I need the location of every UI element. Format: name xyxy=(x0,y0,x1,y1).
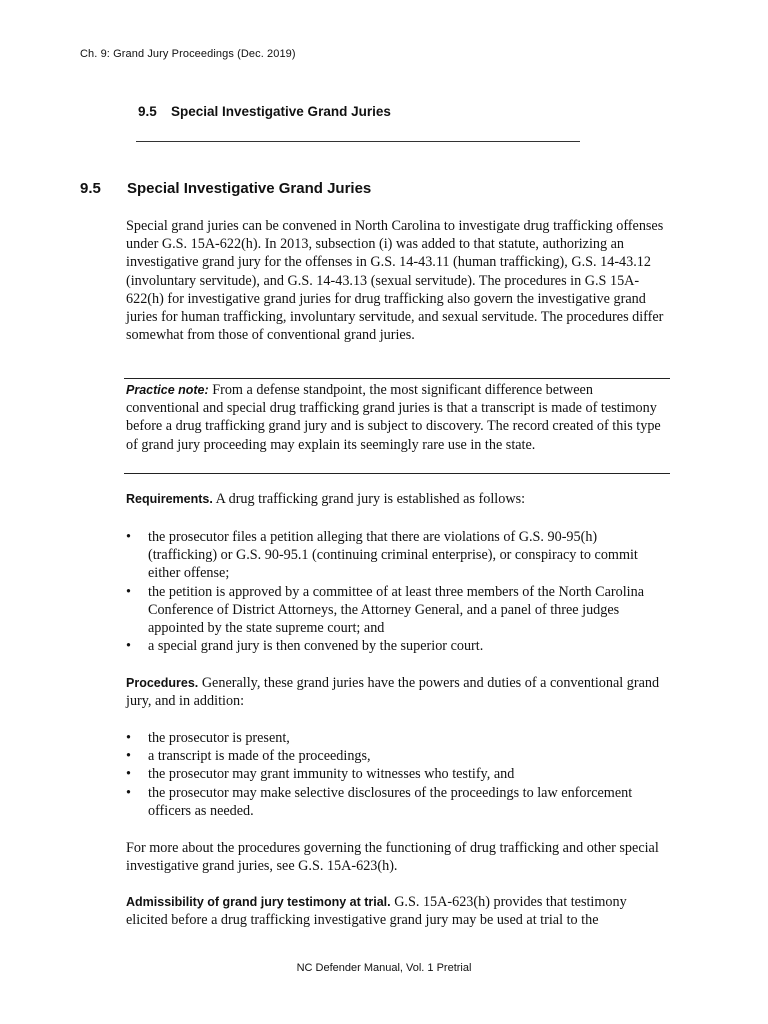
procedures-list xyxy=(126,729,666,820)
list-item xyxy=(126,528,666,583)
section-title: Special Investigative Grand Juries xyxy=(127,180,372,197)
list-item xyxy=(126,583,666,638)
bullet-icon: • xyxy=(126,638,131,655)
bullet-icon: • xyxy=(126,766,131,783)
list-item xyxy=(126,637,666,655)
list-item-text: the petition is approved by a committee of at least three members of the North Carolina Conference of District Attorneys, the Attorney General, and a panel of three judges appointed by the state supreme court; and xyxy=(148,583,645,637)
practice-note-text: From a defense standpoint, the most significant difference between conventional and special drug trafficking grand juries is that a transcript is made of testimony before a drug trafficking grand jury and is subject to discovery. The record created of this type of grand jury proceeding may explain its seemingly rare use in the state. xyxy=(126,382,661,453)
procedures-paragraph xyxy=(126,674,666,710)
list-item-text: the prosecutor may make selective disclosures of the proceedings to law enforcement officers as needed. xyxy=(148,784,633,819)
toc-entry-number: 9.5 xyxy=(138,104,157,119)
practice-note-label: Practice note: xyxy=(126,383,209,397)
toc-divider xyxy=(136,141,580,142)
admissibility-text: G.S. 15A-623(h) provides that testimony elicited before a drug trafficking investigative grand jury may be used at trial to the xyxy=(126,894,627,929)
list-item-text: the prosecutor files a petition alleging that there are violations of G.S. 90-95(h) (trafficking) or G.S. 90-95.1 (continuing criminal enterprise), or conspiracy to commit either offense; xyxy=(148,529,638,582)
toc-entry-title: Special Investigative Grand Juries xyxy=(171,104,391,119)
list-item-text: a transcript is made of the proceedings, xyxy=(148,748,371,765)
practice-note-box xyxy=(124,378,670,474)
list-item xyxy=(126,784,666,820)
procedures-text: Generally, these grand juries have the powers and duties of a conventional grand jury, and in addition: xyxy=(126,675,660,710)
list-item-text: a special grand jury is then convened by the superior court. xyxy=(148,638,484,655)
intro-paragraph xyxy=(126,217,666,344)
bullet-icon: • xyxy=(126,748,131,765)
page-footer: NC Defender Manual, Vol. 1 Pretrial xyxy=(296,962,472,974)
procedures-label: Procedures. xyxy=(126,676,199,690)
intro-text: Special grand juries can be convened in North Carolina to investigate drug trafficking offenses under G.S. 15A-622(h). In 2013, subsection (i) was added to that statute, authorizing an investigative grand jury for the offenses in G.S. 14-43.11 (human trafficking), G.S. 14-43.12 (involuntary servitude), and G.S. 14-43.13 (sexual servitude). The procedures in G.S 15A-622(h) for investigative grand juries for drug trafficking also govern the investigative grand juries for human trafficking, involuntary servitude, and sexual servitude. The procedures differ somewhat from those of conventional grand juries. xyxy=(126,218,664,344)
bullet-icon: • xyxy=(126,730,131,746)
list-item-text: the prosecutor may grant immunity to witnesses who testify, and xyxy=(148,766,515,783)
list-item xyxy=(126,747,666,765)
bullet-icon: • xyxy=(126,529,131,545)
section-number: 9.5 xyxy=(80,180,101,197)
list-item xyxy=(126,765,666,783)
practice-note-paragraph xyxy=(126,381,666,454)
for-more-text: For more about the procedures governing the functioning of drug trafficking and other special investigative grand juries, see G.S. 15A-623(h). xyxy=(126,840,659,875)
list-item xyxy=(126,729,666,747)
admissibility-label: Admissibility of grand jury testimony at trial. xyxy=(126,895,391,909)
requirements-list xyxy=(126,528,666,655)
requirements-label: Requirements. xyxy=(126,492,213,506)
admissibility-paragraph xyxy=(126,893,666,929)
bullet-icon: • xyxy=(126,583,131,600)
bullet-icon: • xyxy=(126,784,131,801)
section-heading xyxy=(80,180,371,197)
requirements-text: A drug trafficking grand jury is established as follows: xyxy=(212,491,526,507)
list-item-text: the prosecutor is present, xyxy=(148,730,290,746)
toc-entry xyxy=(138,104,391,119)
running-header: Ch. 9: Grand Jury Proceedings (Dec. 2019) xyxy=(80,48,296,60)
for-more-paragraph xyxy=(126,839,666,875)
requirements-paragraph xyxy=(126,490,666,508)
